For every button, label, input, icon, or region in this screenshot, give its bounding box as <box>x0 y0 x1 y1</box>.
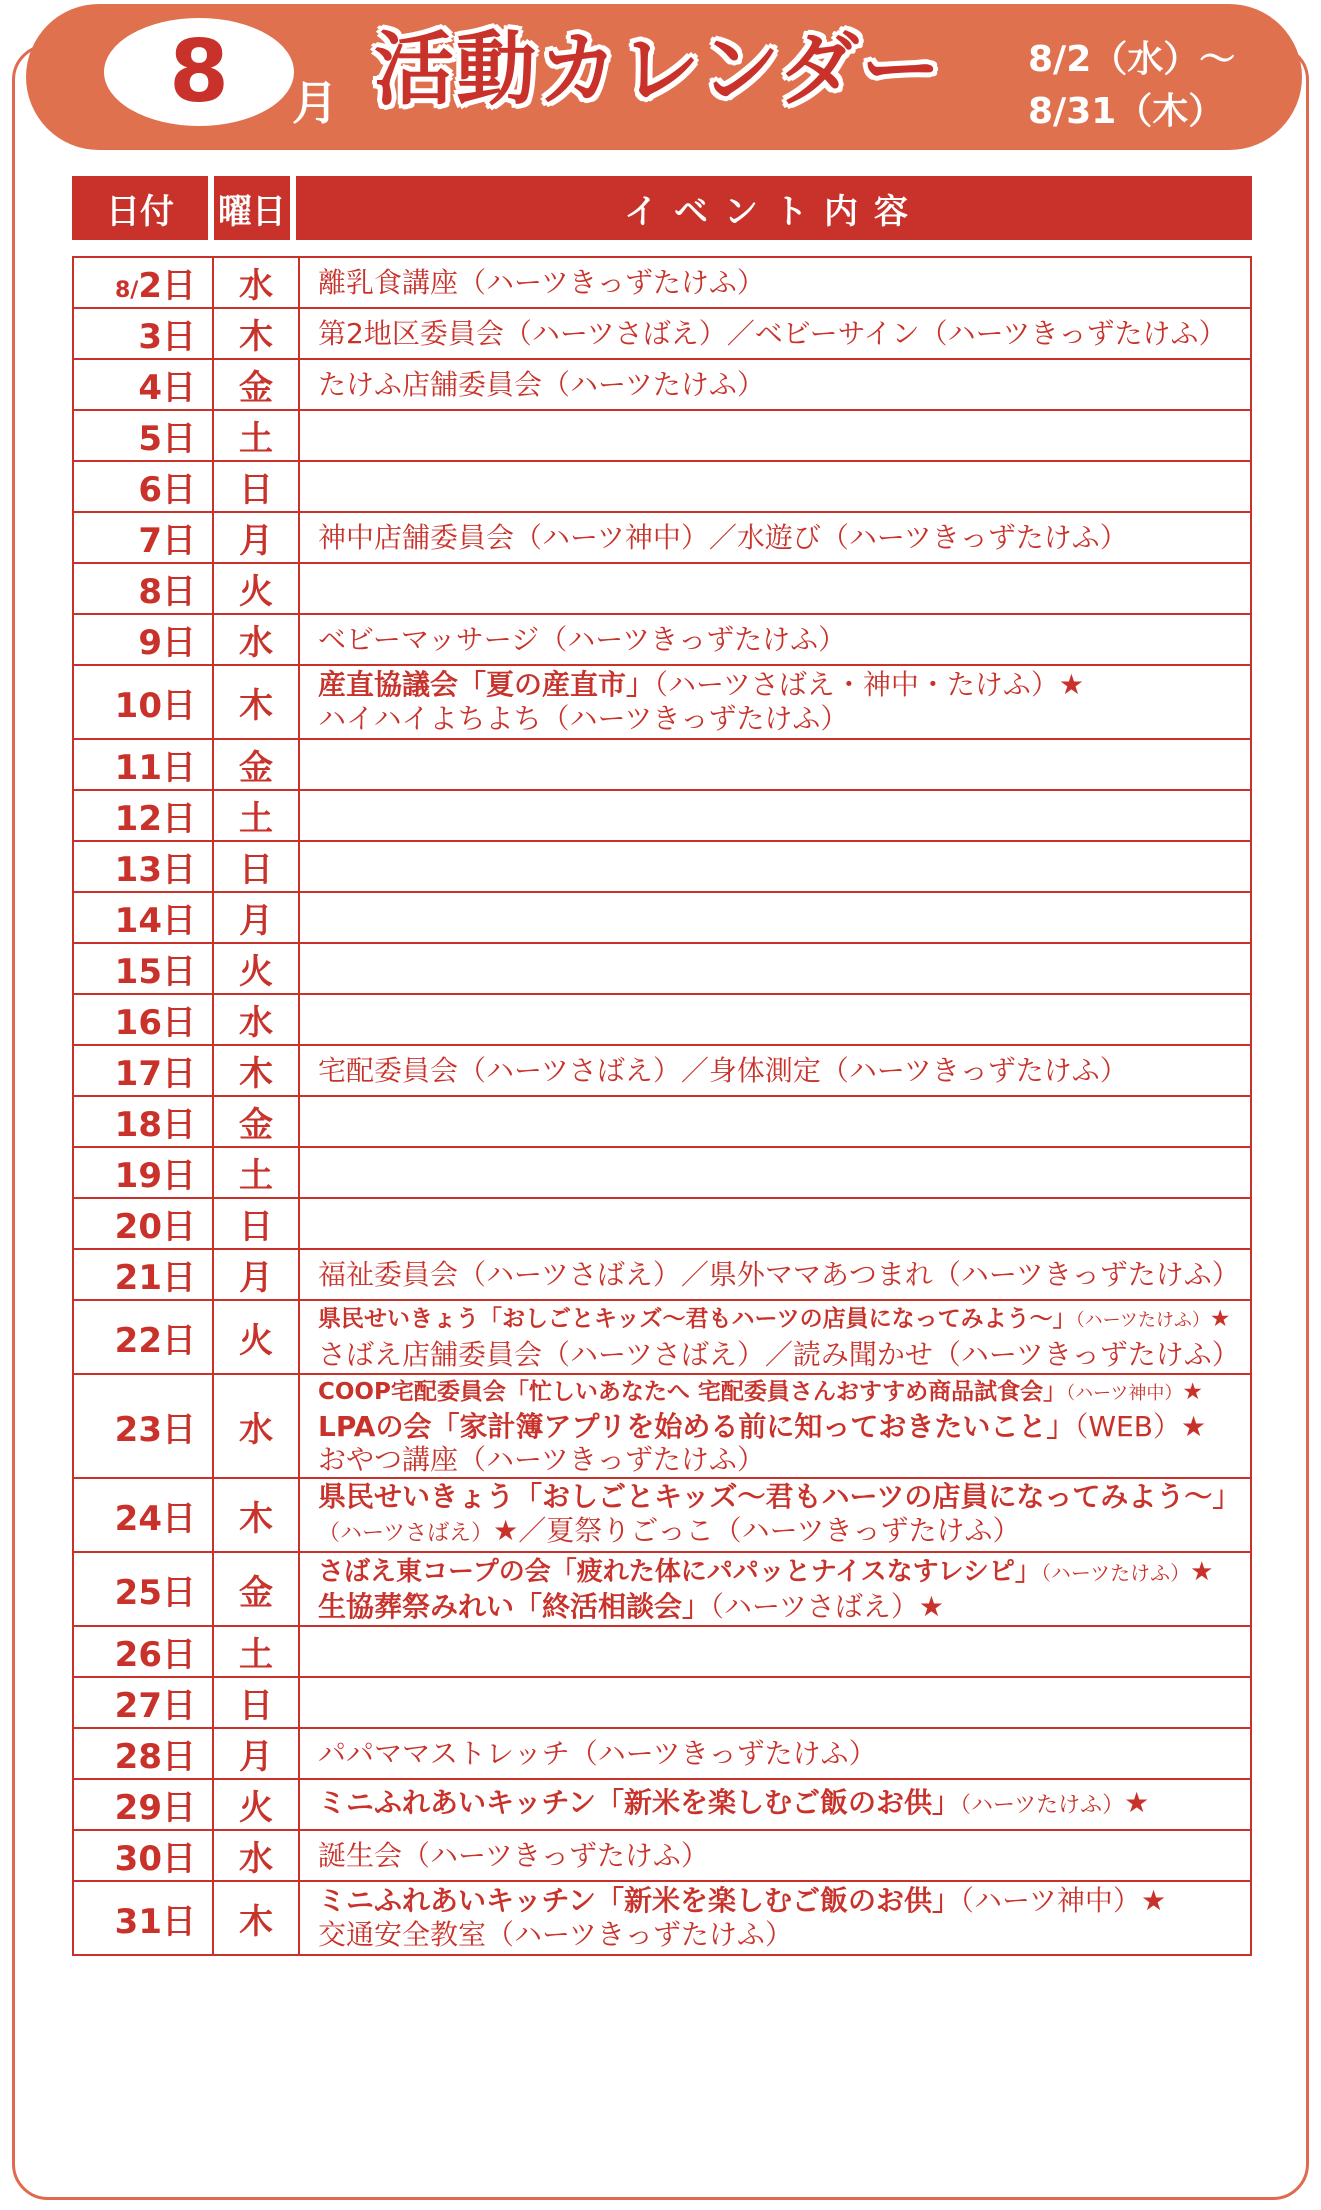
date-day: 28日 <box>114 1737 196 1777</box>
date-cell <box>73 1626 213 1677</box>
event-line <box>318 1302 1242 1338</box>
table-row <box>73 1728 1251 1779</box>
weekday-cell: 火 <box>213 943 299 994</box>
star-icon: ★ <box>1182 1379 1203 1405</box>
month-unit: 月 <box>292 76 338 130</box>
table-header <box>72 176 1252 240</box>
date-day: 25日 <box>114 1572 196 1613</box>
event-cell <box>299 665 1251 739</box>
table-row <box>73 1198 1251 1249</box>
event-text: さばえ店舗委員会（ハーツさばえ）／読み聞かせ（ハーツきっずたけふ） <box>318 1338 1240 1371</box>
table-row <box>73 1096 1251 1147</box>
table-row <box>73 1374 1251 1478</box>
event-text: （ハーツ神中） <box>1066 1383 1183 1404</box>
date-day: 13日 <box>114 850 196 890</box>
weekday-cell: 火 <box>213 1300 299 1374</box>
event-line <box>318 1590 1242 1624</box>
weekday-cell: 木 <box>213 1045 299 1096</box>
date-day: 5日 <box>138 419 196 459</box>
event-line <box>318 1884 1242 1918</box>
event-cell <box>299 257 1251 308</box>
date-day: 31日 <box>114 1901 196 1942</box>
event-cell <box>299 1677 1251 1728</box>
event-cell <box>299 1728 1251 1779</box>
event-text: ミニふれあいキッチン「新米を楽しむご飯のお供」 <box>318 1884 961 1917</box>
column-header-day: 曜日 <box>214 176 290 240</box>
table-row <box>73 739 1251 790</box>
event-cell <box>299 461 1251 512</box>
event-text: 神中店舗委員会（ハーツ神中）／水遊び（ハーツきっずたけふ） <box>318 520 1128 554</box>
date-day: 12日 <box>114 799 196 839</box>
event-cell <box>299 943 1251 994</box>
table-row <box>73 1881 1251 1955</box>
event-cell <box>299 1478 1251 1552</box>
table-row <box>73 1249 1251 1300</box>
date-cell <box>73 1147 213 1198</box>
event-line <box>318 1780 1242 1829</box>
weekday-cell: 金 <box>213 1552 299 1626</box>
date-cell <box>73 512 213 563</box>
date-cell <box>73 1830 213 1881</box>
event-line <box>318 362 1242 408</box>
date-cell <box>73 614 213 665</box>
event-line <box>318 260 1242 306</box>
column-header-date: 日付 <box>72 176 208 240</box>
star-icon: ★ <box>918 1589 945 1623</box>
event-text: さばえ東コープの会「疲れた体にパパッとナイスなすレシピ」 <box>318 1556 1041 1587</box>
event-text: （WEB） <box>1074 1410 1181 1443</box>
date-cell <box>73 1552 213 1626</box>
weekday-cell: 日 <box>213 461 299 512</box>
month-badge <box>104 18 294 126</box>
event-text: 県民せいきょう「おしごとキッズ〜君もハーツの店員になってみよう〜」 <box>318 1306 1076 1332</box>
calendar-body <box>73 257 1251 1955</box>
event-cell <box>299 790 1251 841</box>
weekday-cell: 火 <box>213 563 299 614</box>
table-row <box>73 892 1251 943</box>
event-cell <box>299 308 1251 359</box>
event-cell <box>299 1300 1251 1374</box>
event-line <box>318 1410 1242 1443</box>
event-line <box>318 1048 1242 1094</box>
event-text: ベビーマッサージ（ハーツきっずたけふ） <box>318 622 847 656</box>
event-text: （ハーツたけふ） <box>1040 1560 1191 1585</box>
table-row <box>73 512 1251 563</box>
weekday-cell: 土 <box>213 790 299 841</box>
event-cell <box>299 1626 1251 1677</box>
table-row <box>73 308 1251 359</box>
weekday-cell: 金 <box>213 1096 299 1147</box>
event-cell <box>299 841 1251 892</box>
weekday-cell: 月 <box>213 892 299 943</box>
event-text: （ハーツ神中） <box>960 1884 1141 1917</box>
event-text: パパママストレッチ（ハーツきっずたけふ） <box>318 1736 877 1770</box>
page-title: 活動カレンダー <box>374 23 943 116</box>
date-day: 14日 <box>114 901 196 941</box>
date-month-prefix: 8/ <box>114 278 139 303</box>
event-cell <box>299 1147 1251 1198</box>
column-header-event: イベント内容 <box>296 176 1252 240</box>
event-cell <box>299 1249 1251 1300</box>
table-row <box>73 563 1251 614</box>
date-cell <box>73 841 213 892</box>
event-cell <box>299 359 1251 410</box>
date-day: 16日 <box>114 1003 196 1043</box>
date-day: 21日 <box>114 1258 196 1298</box>
date-cell <box>73 1779 213 1830</box>
table-row <box>73 1552 1251 1626</box>
table-row <box>73 359 1251 410</box>
date-cell <box>73 739 213 790</box>
event-line <box>318 1252 1242 1298</box>
table-row <box>73 410 1251 461</box>
event-line <box>318 1376 1242 1410</box>
event-text: 産直協議会「夏の産直市」 <box>318 668 655 701</box>
event-text: （ハーツさばえ） <box>318 1520 494 1546</box>
star-icon: ★ <box>1180 1410 1207 1443</box>
event-text: （ハーツたけふ） <box>960 1793 1125 1818</box>
date-day: 26日 <box>114 1635 196 1675</box>
table-row <box>73 1478 1251 1552</box>
star-icon: ★ <box>1140 1884 1167 1917</box>
date-day: 19日 <box>114 1156 196 1196</box>
table-row <box>73 1300 1251 1374</box>
date-range-end: 8/31（木） <box>1028 91 1225 132</box>
date-day: 9日 <box>138 623 196 663</box>
event-line <box>318 1443 1242 1476</box>
event-line <box>318 1833 1242 1879</box>
star-icon: ★ <box>1190 1556 1214 1587</box>
table-row <box>73 1677 1251 1728</box>
weekday-cell: 日 <box>213 841 299 892</box>
event-cell <box>299 1779 1251 1830</box>
month-number: 8 <box>169 22 229 122</box>
event-line <box>318 1918 1242 1952</box>
table-row <box>73 841 1251 892</box>
event-text: 宅配委員会（ハーツさばえ）／身体測定（ハーツきっずたけふ） <box>318 1053 1128 1087</box>
date-cell <box>73 892 213 943</box>
event-cell <box>299 1045 1251 1096</box>
star-icon: ★ <box>1209 1306 1231 1332</box>
event-text: ハイハイよちよち（ハーツきっずたけふ） <box>318 702 849 735</box>
event-text: 県民せいきょう「おしごとキッズ〜君もハーツの店員になってみよう〜」 <box>318 1479 1241 1513</box>
table-row <box>73 257 1251 308</box>
star-icon: ★ <box>1124 1786 1150 1819</box>
star-icon: ★ <box>1058 668 1085 701</box>
date-cell <box>73 1374 213 1478</box>
weekday-cell: 金 <box>213 739 299 790</box>
event-text: （ハーツたけふ） <box>1075 1310 1210 1331</box>
date-day: 30日 <box>114 1839 196 1879</box>
date-day: 20日 <box>114 1207 196 1247</box>
table-row <box>73 1626 1251 1677</box>
weekday-cell: 木 <box>213 1881 299 1955</box>
event-text: たけふ店舗委員会（ハーツたけふ） <box>318 367 765 401</box>
event-text: LPAの会「家計簿アプリを始める前に知っておきたいこと」 <box>318 1410 1075 1443</box>
date-cell <box>73 1677 213 1728</box>
weekday-cell: 水 <box>213 1374 299 1478</box>
weekday-cell: 木 <box>213 1478 299 1552</box>
event-line <box>318 702 1242 736</box>
date-cell <box>73 1096 213 1147</box>
event-line <box>318 515 1242 561</box>
table-row <box>73 1830 1251 1881</box>
event-cell <box>299 994 1251 1045</box>
date-cell <box>73 994 213 1045</box>
date-day: 15日 <box>114 952 196 992</box>
table-row <box>73 790 1251 841</box>
weekday-cell: 月 <box>213 1249 299 1300</box>
event-text: おやつ講座（ハーツきっずたけふ） <box>318 1443 765 1476</box>
date-day: 24日 <box>114 1498 196 1539</box>
event-line <box>318 1514 1242 1551</box>
date-day: 8日 <box>138 572 196 612</box>
event-text: （ハーツさばえ・神中・たけふ） <box>654 668 1059 701</box>
date-cell <box>73 308 213 359</box>
weekday-cell: 日 <box>213 1677 299 1728</box>
date-cell <box>73 1881 213 1955</box>
date-cell <box>73 1478 213 1552</box>
date-day: 11日 <box>114 748 196 788</box>
date-cell <box>73 359 213 410</box>
date-cell <box>73 1300 213 1374</box>
date-cell <box>73 563 213 614</box>
date-cell <box>73 1249 213 1300</box>
weekday-cell: 金 <box>213 359 299 410</box>
event-cell <box>299 512 1251 563</box>
date-day: 18日 <box>114 1105 196 1145</box>
date-day: 23日 <box>114 1409 196 1450</box>
event-line <box>318 1555 1242 1590</box>
table-row <box>73 614 1251 665</box>
weekday-cell: 日 <box>213 1198 299 1249</box>
event-text: 福祉委員会（ハーツさばえ）／県外ママあつまれ（ハーツきっずたけふ） <box>318 1257 1240 1291</box>
event-cell <box>299 1096 1251 1147</box>
table-row <box>73 1147 1251 1198</box>
date-cell <box>73 665 213 739</box>
weekday-cell: 水 <box>213 994 299 1045</box>
date-cell <box>73 461 213 512</box>
table-row <box>73 1779 1251 1830</box>
event-text: 第2地区委員会（ハーツさばえ）／ベビーサイン（ハーツきっずたけふ） <box>318 316 1227 350</box>
weekday-cell: 土 <box>213 410 299 461</box>
event-cell <box>299 892 1251 943</box>
event-line <box>318 668 1242 702</box>
event-cell <box>299 1830 1251 1881</box>
date-cell <box>73 1045 213 1096</box>
weekday-cell: 水 <box>213 257 299 308</box>
calendar-table <box>72 256 1252 1956</box>
weekday-cell: 月 <box>213 512 299 563</box>
date-day: 27日 <box>114 1686 196 1726</box>
date-day: 22日 <box>114 1320 196 1361</box>
event-text: 誕生会（ハーツきっずたけふ） <box>318 1838 709 1872</box>
date-day: 6日 <box>138 470 196 510</box>
title-banner <box>26 4 1302 150</box>
weekday-cell: 土 <box>213 1626 299 1677</box>
event-cell <box>299 614 1251 665</box>
event-text: ／夏祭りごっこ（ハーツきっずたけふ） <box>518 1513 1021 1547</box>
event-line <box>318 1480 1242 1514</box>
event-text: COOP宅配委員会「忙しいあなたへ 宅配委員さんおすすめ商品試食会」 <box>318 1379 1067 1405</box>
event-cell <box>299 410 1251 461</box>
event-cell <box>299 1552 1251 1626</box>
event-text: 生協葬祭みれい「終活相談会」 <box>318 1589 711 1623</box>
weekday-cell: 木 <box>213 308 299 359</box>
event-cell <box>299 1198 1251 1249</box>
event-line <box>318 617 1242 663</box>
date-day: 3日 <box>138 317 196 357</box>
star-icon: ★ <box>493 1513 519 1547</box>
weekday-cell: 土 <box>213 1147 299 1198</box>
event-text: （ハーツさばえ） <box>710 1589 919 1623</box>
date-cell <box>73 1198 213 1249</box>
date-day: 17日 <box>114 1054 196 1094</box>
weekday-cell: 木 <box>213 665 299 739</box>
weekday-cell: 月 <box>213 1728 299 1779</box>
date-range <box>1028 34 1268 138</box>
date-day: 4日 <box>138 368 196 408</box>
table-row <box>73 461 1251 512</box>
date-day: 2日 <box>138 266 196 306</box>
table-row <box>73 1045 1251 1096</box>
date-cell <box>73 410 213 461</box>
event-text: 離乳食講座（ハーツきっずたけふ） <box>318 265 765 299</box>
event-cell <box>299 1881 1251 1955</box>
table-row <box>73 943 1251 994</box>
date-day: 7日 <box>138 521 196 561</box>
table-row <box>73 665 1251 739</box>
event-cell <box>299 1374 1251 1478</box>
event-cell <box>299 563 1251 614</box>
event-text: 交通安全教室（ハーツきっずたけふ） <box>318 1918 793 1951</box>
event-text: ミニふれあいキッチン「新米を楽しむご飯のお供」 <box>318 1786 961 1819</box>
date-day: 10日 <box>114 685 196 726</box>
weekday-cell: 水 <box>213 614 299 665</box>
date-cell <box>73 943 213 994</box>
event-line <box>318 1731 1242 1777</box>
table-row <box>73 994 1251 1045</box>
date-range-start: 8/2（水）〜 <box>1028 39 1236 80</box>
event-cell <box>299 739 1251 790</box>
event-line <box>318 1338 1242 1372</box>
date-day: 29日 <box>114 1788 196 1828</box>
event-line <box>318 311 1242 357</box>
date-cell <box>73 257 213 308</box>
weekday-cell: 水 <box>213 1830 299 1881</box>
date-cell <box>73 790 213 841</box>
weekday-cell: 火 <box>213 1779 299 1830</box>
date-cell <box>73 1728 213 1779</box>
